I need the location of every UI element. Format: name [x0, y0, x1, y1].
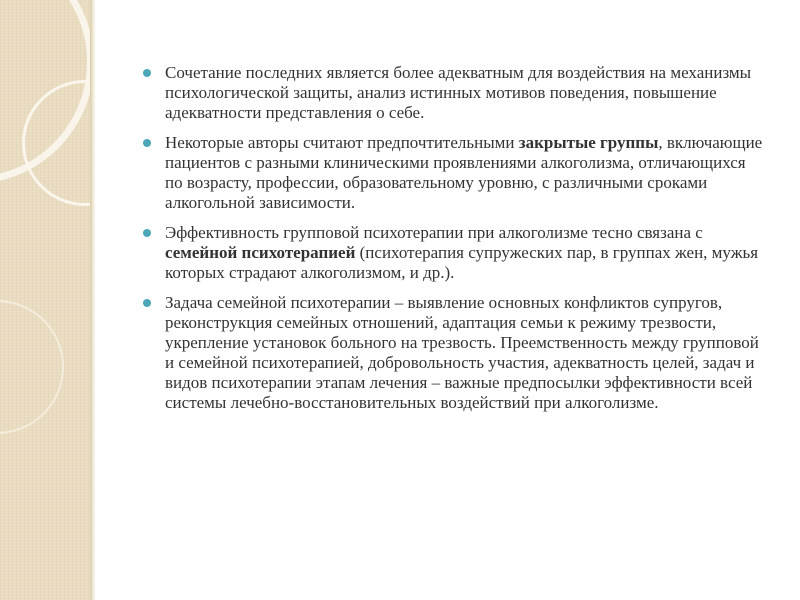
bullet-text: Задача семейной психотерапии – выявление основных конфликтов супругов, реконструкция семейных отношений, адаптация семьи к режиму трезвости, укрепление установок больного на трезвость. Преемственность между групповой и семейной психотерапией, добровольность участия, адекватность целей, задач и видов психотерапии этапам лечения – важные предпосылки эффективности всей системы лечебно-восстановительных воздействий при алкоголизме. [165, 293, 759, 412]
bullet-text-after: (психотерапия супружеских пар, в группах жен, мужья которых страдают алкоголизмом, и др.). [165, 243, 759, 282]
bullet-item-1 [140, 63, 765, 123]
decorative-side-panel [0, 0, 90, 600]
bullet-item-4 [140, 293, 765, 413]
bullet-text-before: Некоторые авторы считают предпочтительными [165, 133, 519, 152]
bullet-text-after: , включающие пациентов с разными клиническими проявлениями алкоголизма, отличающихся по возрасту, профессии, образовательному уровню, с различными сроками алкогольной зависимости. [165, 133, 763, 212]
panel-divider [90, 0, 96, 600]
bullet-dot-icon [143, 139, 151, 147]
bullet-dot-icon [143, 69, 151, 77]
bullet-text-bold: семейной психотерапией [165, 243, 356, 262]
bullet-item-2 [140, 133, 765, 213]
bullet-text-before: Эффективность групповой психотерапии при алкоголизме тесно связана с [165, 223, 703, 242]
bullet-text: Сочетание последних является более адекватным для воздействия на механизмы психологической защиты, анализ истинных мотивов поведения, повышение адекватности представления о себе. [165, 63, 752, 122]
decorative-ring-faint [0, 300, 64, 434]
bullet-item-3 [140, 223, 765, 283]
bullet-text-bold: закрытые группы [518, 133, 659, 152]
bullet-dot-icon [143, 299, 151, 307]
slide-content [140, 63, 765, 423]
bullet-dot-icon [143, 229, 151, 237]
